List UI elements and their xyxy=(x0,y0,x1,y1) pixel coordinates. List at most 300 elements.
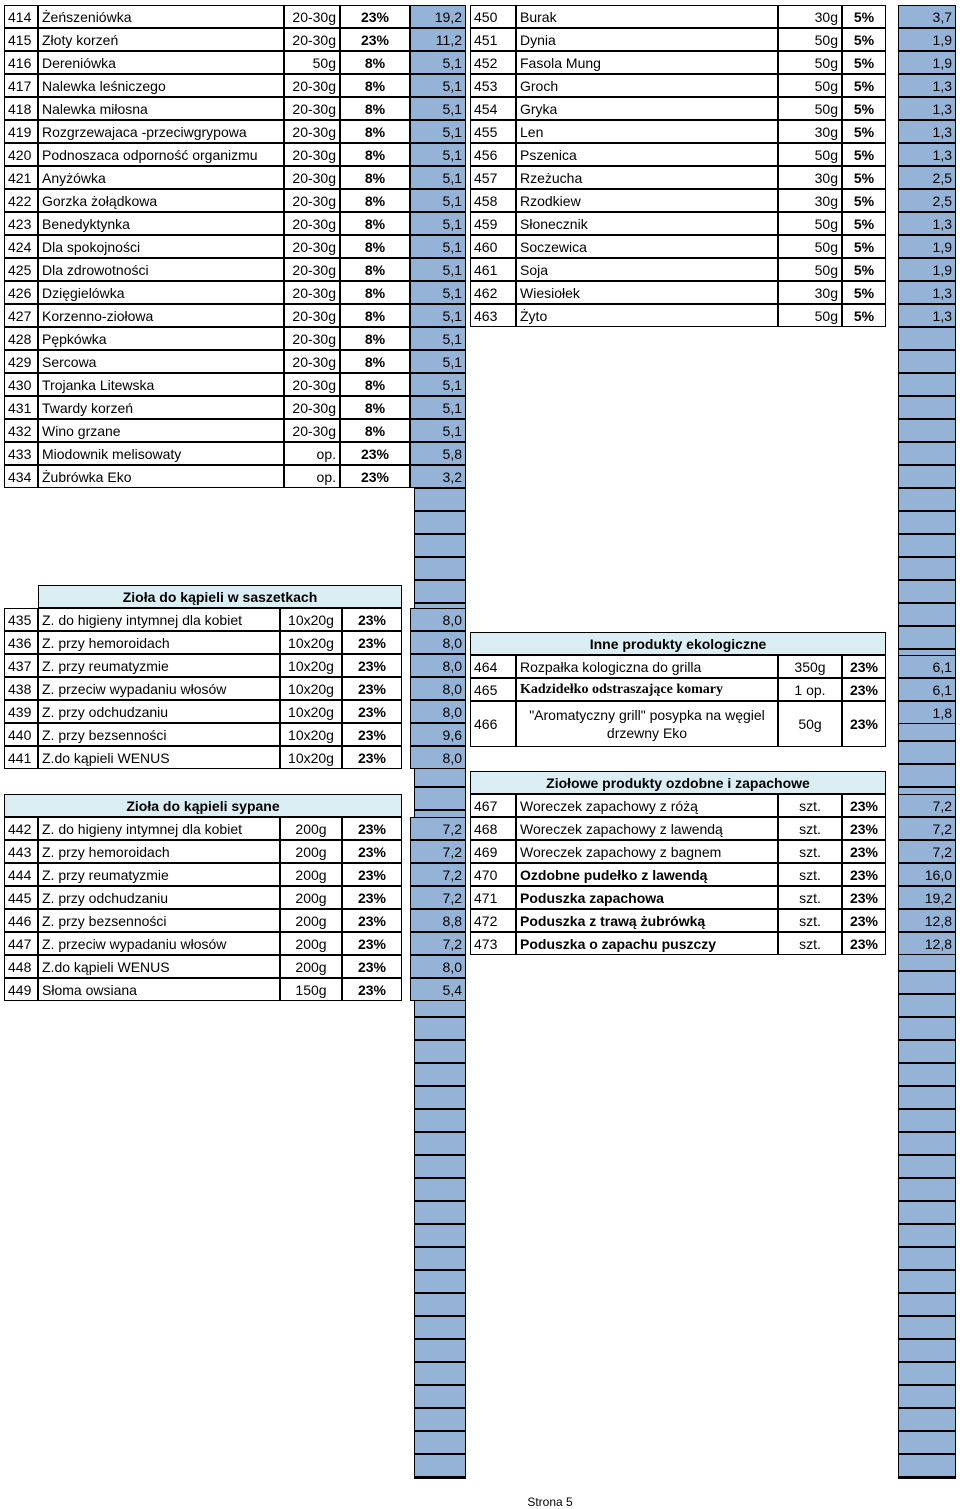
order-cell[interactable] xyxy=(414,1201,466,1224)
order-cell[interactable] xyxy=(898,534,956,557)
row-number: 451 xyxy=(470,28,516,51)
product-quantity: 20-30g xyxy=(284,327,340,350)
product-quantity: 20-30g xyxy=(284,396,340,419)
product-quantity: 10x20g xyxy=(280,654,342,677)
row-number: 427 xyxy=(4,304,38,327)
order-cell[interactable] xyxy=(898,1224,956,1247)
product-name: Dzięgielówka xyxy=(38,281,284,304)
vat-rate: 23% xyxy=(842,655,886,678)
product-quantity: 200g xyxy=(280,886,342,909)
order-cell[interactable] xyxy=(414,1247,466,1270)
product-quantity: 20-30g xyxy=(284,166,340,189)
row-number: 470 xyxy=(470,863,516,886)
price: 5,1 xyxy=(410,189,466,212)
order-cell[interactable] xyxy=(898,419,956,442)
product-quantity: szt. xyxy=(778,794,842,817)
vat-rate: 23% xyxy=(842,863,886,886)
order-cell[interactable] xyxy=(898,1247,956,1270)
product-name: Ozdobne pudełko z lawendą xyxy=(516,863,778,886)
product-name: Poduszka z trawą żubrówką xyxy=(516,909,778,932)
price: 1,8 xyxy=(898,701,956,724)
vat-rate: 8% xyxy=(340,419,410,442)
order-cell[interactable] xyxy=(898,1201,956,1224)
product-quantity: 20-30g xyxy=(284,212,340,235)
order-cell[interactable] xyxy=(414,1109,466,1132)
product-name: Z. przy bezsenności xyxy=(38,723,280,746)
order-cell[interactable] xyxy=(898,994,956,1017)
order-cell[interactable] xyxy=(898,1132,956,1155)
order-cell[interactable] xyxy=(898,764,956,787)
product-name: Dereniówka xyxy=(38,51,284,74)
order-cell[interactable] xyxy=(898,1339,956,1362)
order-cell[interactable] xyxy=(414,1339,466,1362)
vat-rate: 23% xyxy=(342,677,402,700)
vat-rate: 23% xyxy=(342,723,402,746)
product-quantity: 150g xyxy=(280,978,342,1001)
product-name: Burak xyxy=(516,5,778,28)
product-name: Trojanka Litewska xyxy=(38,373,284,396)
price: 1,9 xyxy=(898,258,956,281)
order-cell[interactable] xyxy=(414,1178,466,1201)
order-cell[interactable] xyxy=(414,580,466,603)
product-name: Pępkówka xyxy=(38,327,284,350)
row-number: 446 xyxy=(4,909,38,932)
vat-rate: 8% xyxy=(340,327,410,350)
vat-rate: 8% xyxy=(340,258,410,281)
row-number: 460 xyxy=(470,235,516,258)
row-number: 461 xyxy=(470,258,516,281)
product-quantity: 50g xyxy=(778,74,842,97)
price: 1,3 xyxy=(898,120,956,143)
product-quantity: op. xyxy=(284,465,340,488)
product-quantity: 20-30g xyxy=(284,304,340,327)
order-cell[interactable] xyxy=(414,1477,466,1479)
row-number: 456 xyxy=(470,143,516,166)
vat-rate: 8% xyxy=(340,396,410,419)
vat-rate: 23% xyxy=(342,932,402,955)
price: 5,1 xyxy=(410,235,466,258)
vat-rate: 23% xyxy=(842,932,886,955)
product-name: Benedyktynka xyxy=(38,212,284,235)
order-cell[interactable] xyxy=(414,534,466,557)
price: 2,5 xyxy=(898,166,956,189)
order-cell[interactable] xyxy=(898,557,956,580)
vat-rate: 8% xyxy=(340,120,410,143)
price: 7,2 xyxy=(410,886,466,909)
price: 5,8 xyxy=(410,442,466,465)
product-name: Woreczek zapachowy z lawendą xyxy=(516,817,778,840)
row-number: 462 xyxy=(470,281,516,304)
product-quantity: szt. xyxy=(778,909,842,932)
vat-rate: 5% xyxy=(842,97,886,120)
row-number: 438 xyxy=(4,677,38,700)
order-cell[interactable] xyxy=(414,511,466,534)
row-number: 415 xyxy=(4,28,38,51)
row-number: 443 xyxy=(4,840,38,863)
order-cell[interactable] xyxy=(414,1454,466,1477)
order-cell[interactable] xyxy=(898,350,956,373)
product-quantity: 20-30g xyxy=(284,74,340,97)
price: 1,9 xyxy=(898,51,956,74)
page-footer: Strona 5 xyxy=(527,1495,573,1509)
price: 1,3 xyxy=(898,97,956,120)
section-title-decor: Ziołowe produkty ozdobne i zapachowe xyxy=(470,771,886,794)
row-number: 455 xyxy=(470,120,516,143)
product-quantity: 20-30g xyxy=(284,5,340,28)
product-name: Soczewica xyxy=(516,235,778,258)
product-quantity: 20-30g xyxy=(284,419,340,442)
order-cell[interactable] xyxy=(898,1063,956,1086)
price: 7,2 xyxy=(898,840,956,863)
row-number: 420 xyxy=(4,143,38,166)
vat-rate: 5% xyxy=(842,143,886,166)
product-quantity: szt. xyxy=(778,840,842,863)
order-cell[interactable] xyxy=(898,1362,956,1385)
product-quantity: 10x20g xyxy=(280,677,342,700)
product-quantity: 200g xyxy=(280,955,342,978)
vat-rate: 23% xyxy=(342,608,402,631)
vat-rate: 5% xyxy=(842,166,886,189)
order-cell[interactable] xyxy=(898,442,956,465)
row-number: 471 xyxy=(470,886,516,909)
vat-rate: 8% xyxy=(340,143,410,166)
product-quantity: 50g xyxy=(778,28,842,51)
price: 5,1 xyxy=(410,97,466,120)
vat-rate: 23% xyxy=(842,678,886,701)
row-number: 433 xyxy=(4,442,38,465)
order-cell[interactable] xyxy=(414,1270,466,1293)
product-quantity: 350g xyxy=(778,655,842,678)
product-quantity: 20-30g xyxy=(284,350,340,373)
price: 5,1 xyxy=(410,212,466,235)
product-quantity: 10x20g xyxy=(280,631,342,654)
product-quantity: szt. xyxy=(778,886,842,909)
vat-rate: 23% xyxy=(342,886,402,909)
product-quantity: 10x20g xyxy=(280,608,342,631)
vat-rate: 23% xyxy=(342,863,402,886)
vat-rate: 23% xyxy=(342,746,402,769)
price: 5,1 xyxy=(410,166,466,189)
row-number: 464 xyxy=(470,655,516,678)
price: 9,6 xyxy=(410,723,466,746)
order-cell[interactable] xyxy=(898,1086,956,1109)
price: 7,2 xyxy=(898,794,956,817)
price: 7,2 xyxy=(410,840,466,863)
product-quantity: 10x20g xyxy=(280,700,342,723)
order-cell[interactable] xyxy=(898,1477,956,1479)
row-number: 454 xyxy=(470,97,516,120)
product-quantity: 30g xyxy=(778,189,842,212)
product-quantity: szt. xyxy=(778,863,842,886)
vat-rate: 5% xyxy=(842,74,886,97)
order-cell[interactable] xyxy=(414,1155,466,1178)
price: 5,1 xyxy=(410,120,466,143)
product-name: Pszenica xyxy=(516,143,778,166)
order-cell[interactable] xyxy=(414,1017,466,1040)
price: 2,5 xyxy=(898,189,956,212)
order-cell[interactable] xyxy=(414,1132,466,1155)
vat-rate: 23% xyxy=(842,909,886,932)
product-quantity: 30g xyxy=(778,5,842,28)
order-cell[interactable] xyxy=(898,580,956,603)
row-number: 439 xyxy=(4,700,38,723)
order-cell[interactable] xyxy=(898,971,956,994)
product-name: Korzenno-ziołowa xyxy=(38,304,284,327)
order-cell[interactable] xyxy=(414,488,466,511)
vat-rate: 23% xyxy=(342,817,402,840)
product-name: Żyto xyxy=(516,304,778,327)
order-cell[interactable] xyxy=(898,511,956,534)
row-number: 428 xyxy=(4,327,38,350)
row-number: 472 xyxy=(470,909,516,932)
price: 1,9 xyxy=(898,28,956,51)
price: 5,1 xyxy=(410,304,466,327)
row-number: 457 xyxy=(470,166,516,189)
row-number: 441 xyxy=(4,746,38,769)
product-name: Rozpałka kologiczna do grilla xyxy=(516,655,778,678)
price: 7,2 xyxy=(410,863,466,886)
vat-rate: 8% xyxy=(340,350,410,373)
row-number: 437 xyxy=(4,654,38,677)
row-number: 434 xyxy=(4,465,38,488)
vat-rate: 23% xyxy=(340,28,410,51)
order-cell[interactable] xyxy=(898,465,956,488)
vat-rate: 23% xyxy=(340,5,410,28)
product-name: Wino grzane xyxy=(38,419,284,442)
product-quantity: 30g xyxy=(778,281,842,304)
product-name: Z. do higieny intymnej dla kobiet xyxy=(38,817,280,840)
product-name: Woreczek zapachowy z bagnem xyxy=(516,840,778,863)
product-quantity: 200g xyxy=(280,817,342,840)
price: 1,3 xyxy=(898,304,956,327)
order-cell[interactable] xyxy=(898,396,956,419)
product-quantity: op. xyxy=(284,442,340,465)
order-cell[interactable] xyxy=(898,1454,956,1477)
product-quantity: 30g xyxy=(778,120,842,143)
row-number: 429 xyxy=(4,350,38,373)
row-number: 421 xyxy=(4,166,38,189)
order-cell[interactable] xyxy=(898,1270,956,1293)
price: 5,1 xyxy=(410,74,466,97)
order-cell[interactable] xyxy=(898,1431,956,1454)
price: 8,0 xyxy=(410,631,466,654)
row-number: 453 xyxy=(470,74,516,97)
order-cell[interactable] xyxy=(898,1178,956,1201)
order-cell[interactable] xyxy=(898,741,956,764)
product-quantity: 50g xyxy=(778,97,842,120)
product-name: Woreczek zapachowy z różą xyxy=(516,794,778,817)
vat-rate: 23% xyxy=(342,978,402,1001)
order-cell[interactable] xyxy=(898,488,956,511)
row-number: 436 xyxy=(4,631,38,654)
order-cell[interactable] xyxy=(898,1109,956,1132)
product-name: Nalewka leśniczego xyxy=(38,74,284,97)
vat-rate: 8% xyxy=(340,373,410,396)
row-number: 450 xyxy=(470,5,516,28)
price: 19,2 xyxy=(898,886,956,909)
product-name: Len xyxy=(516,120,778,143)
row-number: 445 xyxy=(4,886,38,909)
product-quantity: 20-30g xyxy=(284,373,340,396)
product-quantity: 20-30g xyxy=(284,97,340,120)
product-name: Z. do higieny intymnej dla kobiet xyxy=(38,608,280,631)
order-cell[interactable] xyxy=(414,1063,466,1086)
row-number: 424 xyxy=(4,235,38,258)
product-name: Poduszka zapachowa xyxy=(516,886,778,909)
vat-rate: 8% xyxy=(340,166,410,189)
row-number: 448 xyxy=(4,955,38,978)
product-name: Twardy korzeń xyxy=(38,396,284,419)
order-cell[interactable] xyxy=(898,1017,956,1040)
product-name: Słonecznik xyxy=(516,212,778,235)
vat-rate: 5% xyxy=(842,258,886,281)
row-number: 469 xyxy=(470,840,516,863)
product-quantity: 10x20g xyxy=(280,746,342,769)
order-cell[interactable] xyxy=(898,1408,956,1431)
product-quantity: 200g xyxy=(280,840,342,863)
product-quantity: 20-30g xyxy=(284,281,340,304)
product-name: Z. przeciw wypadaniu włosów xyxy=(38,932,280,955)
order-cell[interactable] xyxy=(898,373,956,396)
vat-rate: 23% xyxy=(342,955,402,978)
product-quantity: 20-30g xyxy=(284,143,340,166)
vat-rate: 23% xyxy=(342,654,402,677)
order-cell[interactable] xyxy=(414,787,466,810)
vat-rate: 5% xyxy=(842,189,886,212)
order-cell[interactable] xyxy=(898,327,956,350)
order-cell[interactable] xyxy=(898,1155,956,1178)
row-number: 417 xyxy=(4,74,38,97)
vat-rate: 23% xyxy=(342,631,402,654)
row-number: 452 xyxy=(470,51,516,74)
row-number: 468 xyxy=(470,817,516,840)
row-number: 465 xyxy=(470,678,516,701)
vat-rate: 8% xyxy=(340,97,410,120)
product-quantity: 20-30g xyxy=(284,189,340,212)
product-name: Dynia xyxy=(516,28,778,51)
row-number: 440 xyxy=(4,723,38,746)
price: 7,2 xyxy=(410,817,466,840)
order-cell[interactable] xyxy=(898,1293,956,1316)
product-name: Nalewka miłosna xyxy=(38,97,284,120)
price: 5,1 xyxy=(410,396,466,419)
order-cell[interactable] xyxy=(414,1362,466,1385)
order-cell[interactable] xyxy=(898,1385,956,1408)
product-quantity: szt. xyxy=(778,817,842,840)
price: 11,2 xyxy=(410,28,466,51)
vat-rate: 5% xyxy=(842,120,886,143)
row-number: 422 xyxy=(4,189,38,212)
row-number: 458 xyxy=(470,189,516,212)
vat-rate: 5% xyxy=(842,28,886,51)
price: 5,1 xyxy=(410,281,466,304)
product-quantity: 20-30g xyxy=(284,235,340,258)
price: 8,0 xyxy=(410,608,466,631)
price: 7,2 xyxy=(410,932,466,955)
order-cell[interactable] xyxy=(898,1316,956,1339)
product-name: Gryka xyxy=(516,97,778,120)
price: 5,4 xyxy=(410,978,466,1001)
order-cell[interactable] xyxy=(414,557,466,580)
price: 7,2 xyxy=(898,817,956,840)
order-cell[interactable] xyxy=(414,1385,466,1408)
vat-rate: 8% xyxy=(340,235,410,258)
product-quantity: 20-30g xyxy=(284,120,340,143)
vat-rate: 8% xyxy=(340,304,410,327)
order-cell[interactable] xyxy=(898,603,956,626)
product-name: Z. przy hemoroidach xyxy=(38,840,280,863)
order-cell[interactable] xyxy=(414,1408,466,1431)
price: 6,1 xyxy=(898,655,956,678)
order-cell[interactable] xyxy=(898,1040,956,1063)
price: 3,2 xyxy=(410,465,466,488)
product-quantity: 200g xyxy=(280,909,342,932)
product-name: Dla spokojności xyxy=(38,235,284,258)
product-quantity: 50g xyxy=(778,143,842,166)
product-name: Z. przy bezsenności xyxy=(38,909,280,932)
product-quantity: 50g xyxy=(778,304,842,327)
product-quantity: 50g xyxy=(778,212,842,235)
vat-rate: 8% xyxy=(340,51,410,74)
product-name: Złoty korzeń xyxy=(38,28,284,51)
order-cell[interactable] xyxy=(414,1316,466,1339)
row-number: 467 xyxy=(470,794,516,817)
vat-rate: 23% xyxy=(842,794,886,817)
vat-rate: 8% xyxy=(340,281,410,304)
product-name: Rzeżucha xyxy=(516,166,778,189)
price: 12,8 xyxy=(898,909,956,932)
order-cell[interactable] xyxy=(414,1431,466,1454)
product-name: Rozgrzewajaca -przeciwgrypowa xyxy=(38,120,284,143)
price: 5,1 xyxy=(410,258,466,281)
order-cell[interactable] xyxy=(898,626,956,649)
product-name: Z. przeciw wypadaniu włosów xyxy=(38,677,280,700)
price: 8,8 xyxy=(410,909,466,932)
vat-rate: 23% xyxy=(842,840,886,863)
row-number: 426 xyxy=(4,281,38,304)
row-number: 466 xyxy=(470,701,516,747)
product-quantity: szt. xyxy=(778,932,842,955)
product-quantity: 50g xyxy=(778,235,842,258)
vat-rate: 5% xyxy=(842,304,886,327)
vat-rate: 23% xyxy=(842,701,886,747)
order-cell[interactable] xyxy=(414,1293,466,1316)
order-cell[interactable] xyxy=(414,1086,466,1109)
product-name: Z. przy odchudzaniu xyxy=(38,886,280,909)
price: 5,1 xyxy=(410,51,466,74)
price: 3,7 xyxy=(898,5,956,28)
product-name: Podnoszaca odporność organizmu xyxy=(38,143,284,166)
product-quantity: 20-30g xyxy=(284,258,340,281)
row-number: 431 xyxy=(4,396,38,419)
vat-rate: 5% xyxy=(842,5,886,28)
row-number: 414 xyxy=(4,5,38,28)
row-number: 444 xyxy=(4,863,38,886)
order-cell[interactable] xyxy=(414,1224,466,1247)
vat-rate: 8% xyxy=(340,74,410,97)
row-number: 435 xyxy=(4,608,38,631)
product-quantity: 200g xyxy=(280,863,342,886)
section-title-eco: Inne produkty ekologiczne xyxy=(470,632,886,655)
product-name: Żubrówka Eko xyxy=(38,465,284,488)
product-name: Soja xyxy=(516,258,778,281)
order-cell[interactable] xyxy=(414,1040,466,1063)
price: 19,2 xyxy=(410,5,466,28)
product-name: Wiesiołek xyxy=(516,281,778,304)
product-name: Dla zdrowotności xyxy=(38,258,284,281)
vat-rate: 5% xyxy=(842,235,886,258)
product-name: Miodownik melisowaty xyxy=(38,442,284,465)
